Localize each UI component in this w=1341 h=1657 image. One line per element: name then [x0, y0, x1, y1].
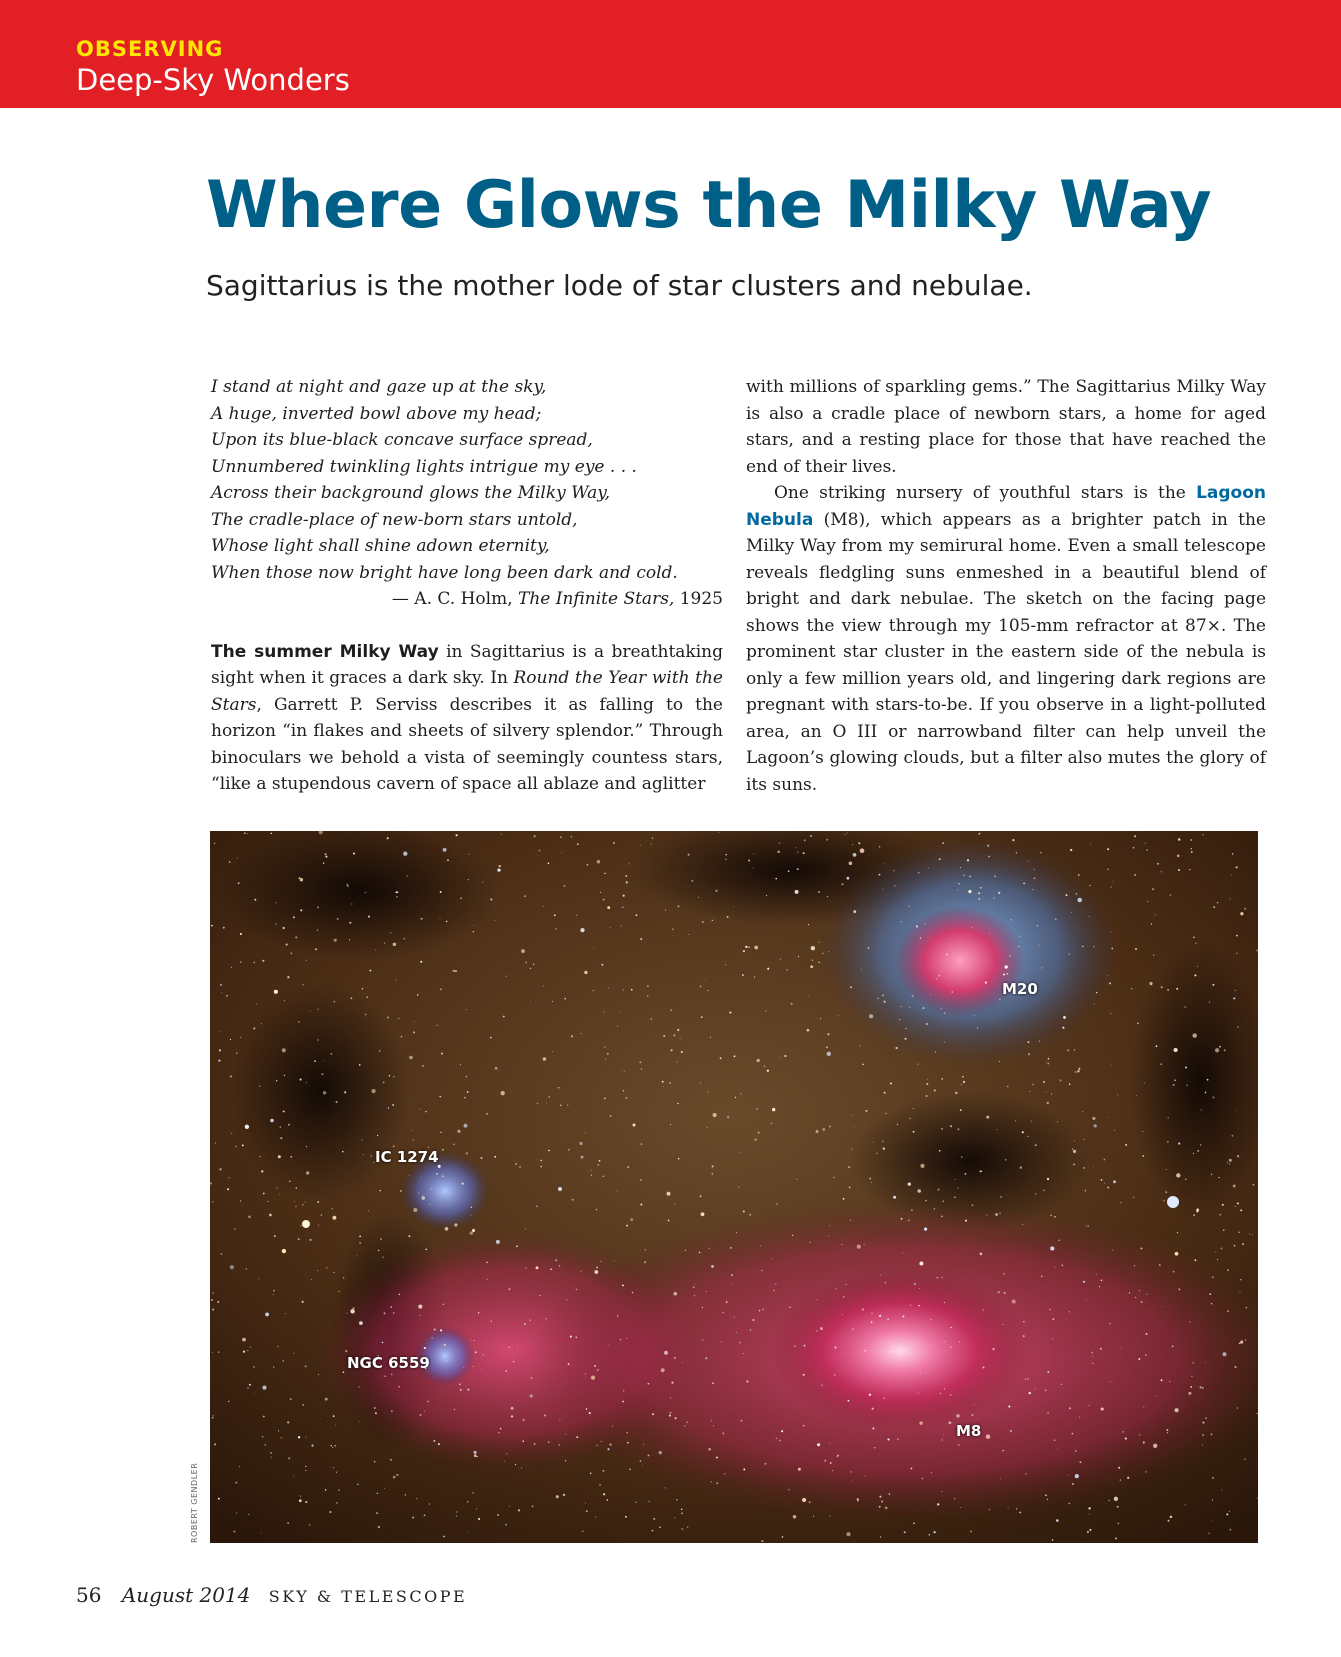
poem-line: A huge, inverted bowl above my head;: [211, 403, 542, 424]
label-ic-1274: IC 1274: [375, 1148, 439, 1166]
lagoon-nebula-highlight: Lagoon Nebula: [746, 483, 1266, 530]
poem-line: I stand at night and gaze up at the sky,: [211, 377, 547, 397]
milky-way-image: [210, 831, 1258, 1543]
article-subtitle: Sagittarius is the mother lode of star clusters and nebulae.: [206, 269, 1033, 302]
attribution-year: 1925: [679, 589, 723, 609]
poem-line: The cradle-place of new-born stars untold,: [211, 509, 578, 530]
nebula-photograph: [210, 831, 1258, 1543]
body-paragraph-1: [211, 639, 723, 798]
body-text: in Sagittarius is a breathtaking sight when it graces a dark sky. In: [211, 641, 723, 688]
section-title: Deep-Sky Wonders: [76, 63, 350, 97]
poem-line: Across their background glows the Milky Way,: [211, 483, 611, 503]
poem-line: Unnumbered twinkling lights intrigue my eye . . .: [211, 456, 637, 477]
article-title: Where Glows the Milky Way: [206, 168, 1212, 243]
label-m20: M20: [1002, 980, 1038, 998]
label-m8: M8: [956, 1422, 982, 1440]
bright-star: [302, 1220, 310, 1228]
attribution-author: — A. C. Holm,: [391, 589, 513, 609]
poem-attribution: [211, 586, 723, 613]
label-ngc-6559: NGC 6559: [347, 1354, 430, 1372]
section-kicker: OBSERVING: [76, 37, 224, 61]
body-paragraph-2: [746, 480, 1266, 798]
right-column: [746, 374, 1266, 798]
magazine-name: SKY & TELESCOPE: [268, 1587, 468, 1606]
page-footer: [76, 1583, 467, 1607]
body-text: One striking nursery of youthful stars is the: [774, 483, 1197, 503]
bright-star: [1167, 1196, 1179, 1208]
poem: [211, 374, 723, 586]
body-text: , Garrett P. Serviss describes it as falling to the horizon “in flakes and sheets of silvery splendor.” Through binoculars we behold a vista of seemingly countess stars, “like a stupendous cavern of space all ablaze and aglitter: [211, 694, 723, 794]
photo-credit: ROBERT GENDLER: [190, 1462, 199, 1543]
poem-line: Upon its blue-black concave surface spread,: [211, 430, 593, 450]
attribution-work: The Infinite Stars,: [518, 589, 675, 609]
lead-in: The summer Milky Way: [211, 641, 439, 662]
left-column: [211, 374, 723, 798]
page-number: 56: [76, 1583, 102, 1607]
body-paragraph-1-continued: with millions of sparkling gems.” The Sagittarius Milky Way is also a cradle place of newborn stars, a home for aged stars, and a resting place for those that have reached the end of their lives.: [746, 377, 1266, 477]
book-title: Round the Year with the Stars: [211, 668, 723, 715]
issue-date: August 2014: [121, 1583, 251, 1607]
poem-line: Whose light shall shine adown eternity,: [211, 536, 550, 556]
poem-line: When those now bright have long been dark and cold.: [211, 562, 678, 583]
body-text: (M8), which appears as a brighter patch in the Milky Way from my semirural home. Even a small telescope reveals fledgling suns enmeshed in a beautiful blend of bright and dark nebulae. The sketch on the facing page shows the view through my 105-mm refractor at 87×. The prominent star cluster in the eastern side of the nebula is only a few million years old, and lingering dark regions are pregnant with stars-to-be. If you observe in a light-polluted area, an O III or narrowband filter can help unveil the Lagoon’s glowing clouds, but a filter also mutes the glory of its suns.: [746, 509, 1266, 795]
